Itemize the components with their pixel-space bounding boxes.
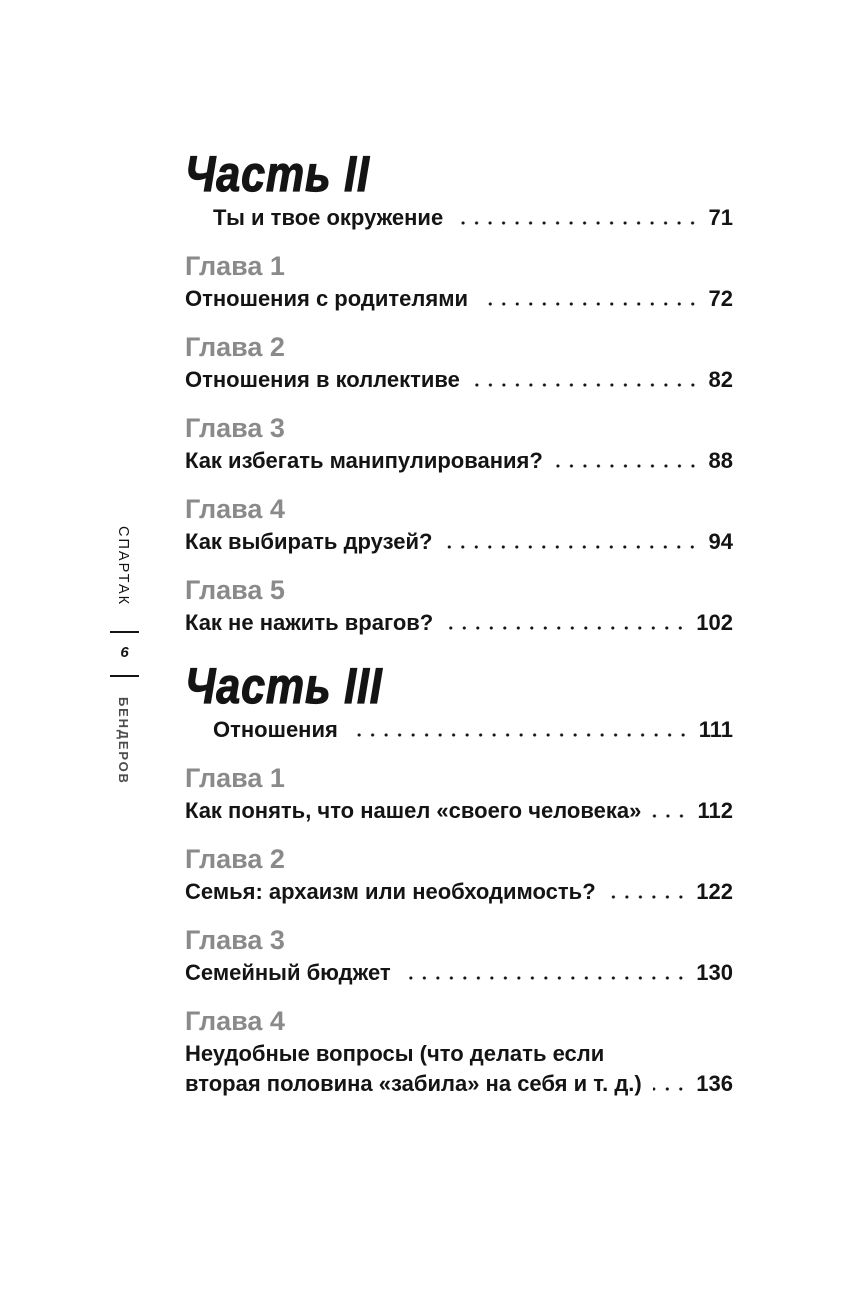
part-subtitle-entry — [185, 203, 733, 233]
chapter-label: Глава 5 — [185, 575, 285, 605]
dot-leader — [402, 976, 688, 980]
part-subtitle-entry — [185, 715, 733, 745]
entry-page-number: 94 — [708, 529, 733, 554]
entry-page-number: 130 — [696, 960, 733, 985]
entry-title: Отношения — [213, 717, 338, 742]
dot-leader — [554, 464, 700, 468]
chapter-row — [185, 877, 733, 907]
chapter-label: Глава 1 — [185, 251, 285, 281]
dot-leader — [607, 895, 688, 899]
dot-leader — [454, 221, 699, 225]
dot-leader — [653, 1087, 688, 1091]
part-title: Часть II — [185, 146, 370, 202]
chapter-label: Глава 3 — [185, 413, 285, 443]
part-3 — [185, 658, 733, 1099]
dot-leader — [443, 545, 699, 549]
entry-title: Как выбирать друзей? — [185, 529, 433, 554]
chapter-row — [185, 527, 733, 557]
chapter-label: Глава 1 — [185, 763, 285, 793]
chapter-label: Глава 4 — [185, 494, 285, 524]
entry-page-number: 88 — [708, 448, 733, 473]
dot-leader — [349, 733, 690, 737]
entry-page-number: 136 — [696, 1071, 733, 1096]
chapter-row — [185, 1069, 733, 1099]
chapter-label: Глава 2 — [185, 332, 285, 362]
entry-title-line-1: Неудобные вопросы (что делать если — [185, 1041, 605, 1066]
chapter-entry — [185, 761, 733, 826]
entry-title: Семейный бюджет — [185, 960, 391, 985]
chapter-row — [185, 284, 733, 314]
chapter-row — [185, 796, 733, 826]
dot-leader — [444, 626, 687, 630]
chapter-row — [185, 446, 733, 476]
chapter-entry — [185, 1004, 733, 1099]
entry-page-number: 82 — [708, 367, 733, 392]
dot-leader — [479, 302, 700, 306]
entry-title: Отношения в коллективе — [185, 367, 460, 392]
chapter-row — [185, 608, 733, 638]
entry-title-line-2: вторая половина «забила» на себя и т. д.) — [185, 1071, 642, 1096]
entry-title: Как понять, что нашел «своего человека» — [185, 798, 642, 823]
entry-title: Как избегать манипулирования? — [185, 448, 543, 473]
entry-title: Отношения с родителями — [185, 286, 468, 311]
chapter-entry — [185, 923, 733, 988]
running-head-divider-top — [110, 631, 139, 633]
part-title: Часть III — [185, 658, 383, 714]
chapter-row — [185, 958, 733, 988]
entry-page-number: 102 — [696, 610, 733, 635]
entry-title: Как не нажить врагов? — [185, 610, 434, 635]
entry-page-number: 111 — [698, 717, 733, 742]
author-last-name: БЕНДЕРОВ — [116, 697, 131, 785]
chapter-label: Глава 4 — [185, 1006, 285, 1036]
running-head-divider-bottom — [110, 675, 139, 677]
dot-leader — [471, 383, 700, 387]
entry-page-number: 112 — [697, 798, 733, 823]
part-2 — [185, 146, 733, 638]
author-first-name: СПАРТАК — [115, 526, 131, 607]
table-of-contents — [185, 146, 733, 1099]
entry-title: Ты и твое окружение — [213, 205, 444, 230]
chapter-entry — [185, 330, 733, 395]
chapter-entry — [185, 492, 733, 557]
chapter-label: Глава 2 — [185, 844, 285, 874]
entry-page-number: 71 — [708, 205, 733, 230]
entry-page-number: 72 — [708, 286, 733, 311]
chapter-entry — [185, 249, 733, 314]
entry-page-number: 122 — [696, 879, 733, 904]
entry-title: Семья: архаизм или необходимость? — [185, 879, 596, 904]
page-number: 6 — [120, 644, 129, 661]
chapter-entry — [185, 411, 733, 476]
chapter-entry — [185, 573, 733, 638]
chapter-label: Глава 3 — [185, 925, 285, 955]
chapter-row — [185, 365, 733, 395]
dot-leader — [652, 814, 688, 818]
chapter-entry — [185, 842, 733, 907]
